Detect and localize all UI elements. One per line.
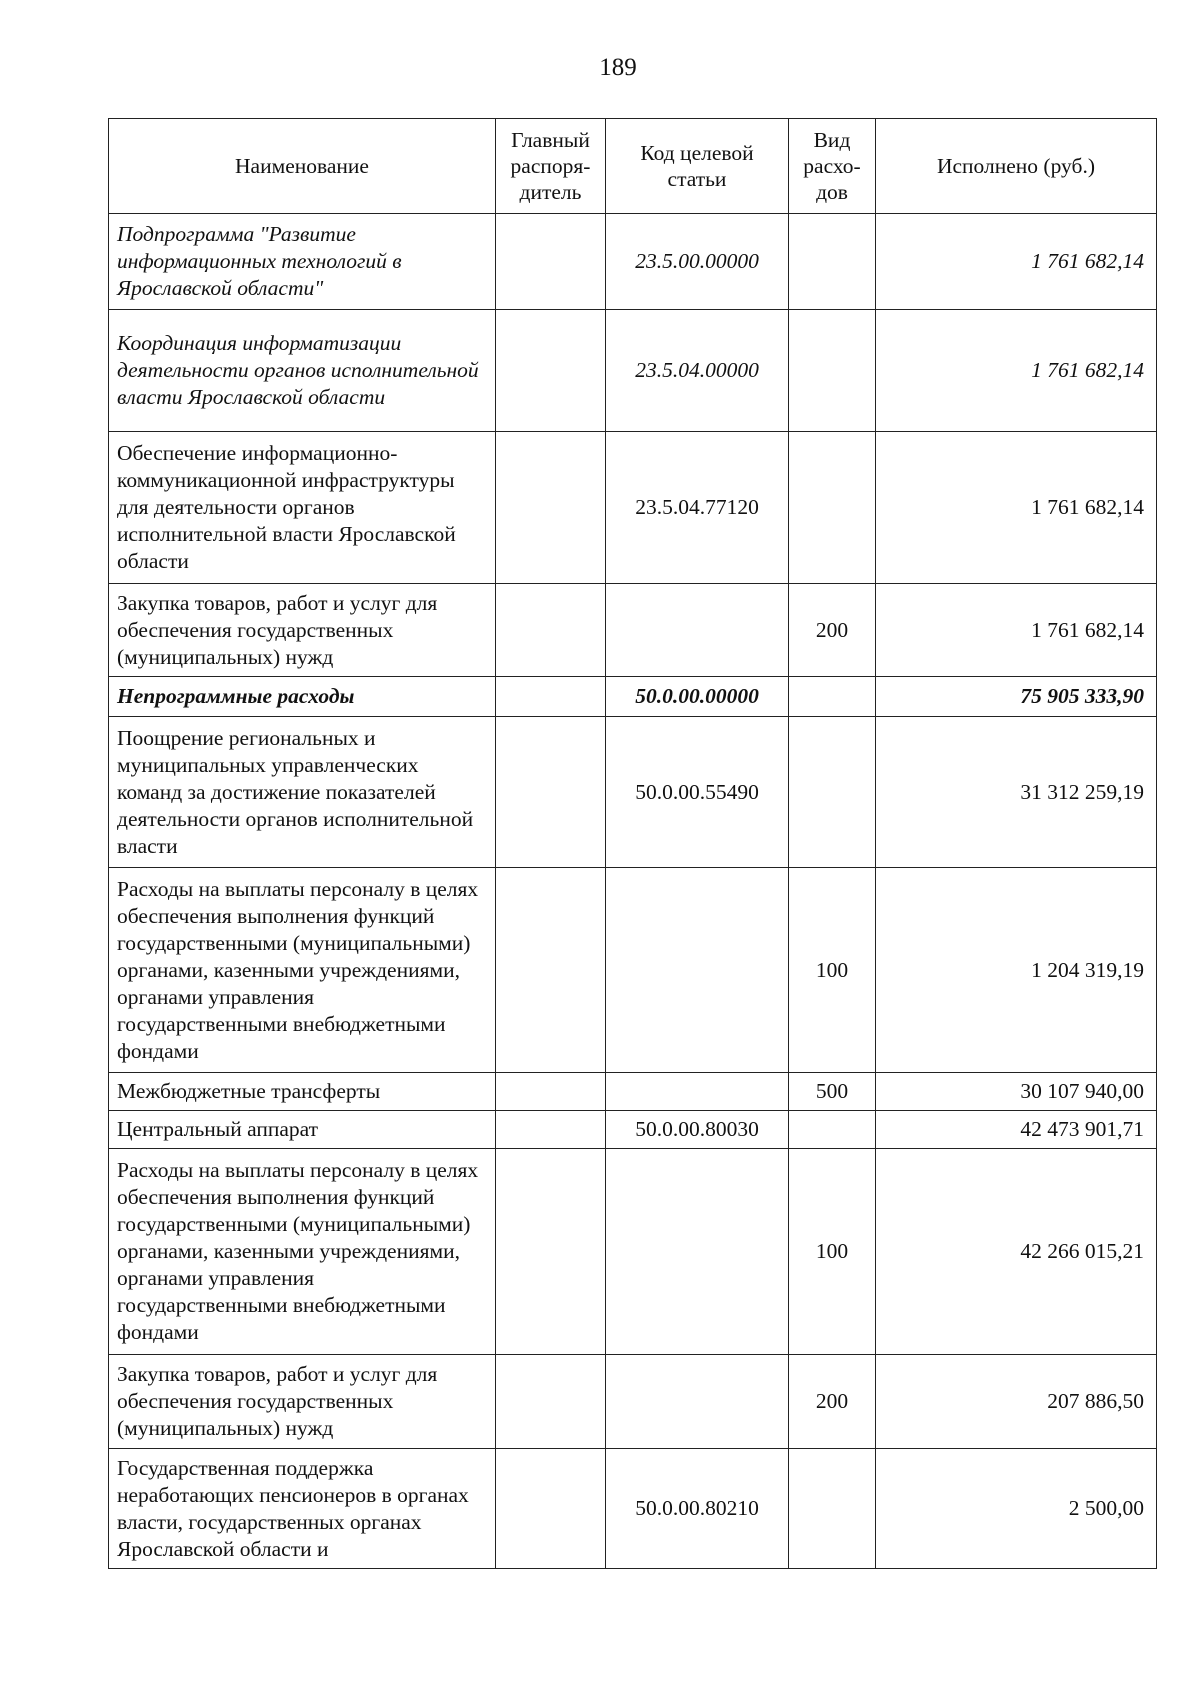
row-kind — [789, 1111, 876, 1149]
row-code: 50.0.00.00000 — [606, 677, 789, 717]
row-name: Поощрение региональных и муниципальных управленческих команд за достижение показателей деятельности органов исполнительной власти — [109, 717, 496, 868]
row-manager — [496, 584, 606, 677]
header-manager: Главный распоря-дитель — [496, 119, 606, 214]
row-manager — [496, 1355, 606, 1449]
row-amount: 1 761 682,14 — [876, 214, 1157, 310]
header-code: Код целевой статьи — [606, 119, 789, 214]
row-kind — [789, 432, 876, 584]
row-code: 50.0.00.55490 — [606, 717, 789, 868]
table-row — [109, 868, 1157, 1073]
table-row — [109, 432, 1157, 584]
row-code — [606, 584, 789, 677]
row-manager — [496, 1149, 606, 1355]
row-amount: 2 500,00 — [876, 1449, 1157, 1569]
row-kind — [789, 310, 876, 432]
row-amount: 1 761 682,14 — [876, 432, 1157, 584]
header-name: Наименование — [109, 119, 496, 214]
row-amount: 31 312 259,19 — [876, 717, 1157, 868]
table-row — [109, 310, 1157, 432]
row-kind — [789, 717, 876, 868]
table-row — [109, 1355, 1157, 1449]
row-kind — [789, 214, 876, 310]
row-code — [606, 868, 789, 1073]
table-row — [109, 1149, 1157, 1355]
row-amount: 207 886,50 — [876, 1355, 1157, 1449]
row-name: Закупка товаров, работ и услуг для обеспечения государственных (муниципальных) нужд — [109, 584, 496, 677]
row-name: Межбюджетные трансферты — [109, 1073, 496, 1111]
row-amount: 1 761 682,14 — [876, 310, 1157, 432]
row-name: Расходы на выплаты персоналу в целях обеспечения выполнения функций государственными (муниципальными) органами, казенными учреждениями, органами управления государственными внебюджетными фондами — [109, 868, 496, 1073]
table-row — [109, 717, 1157, 868]
row-manager — [496, 717, 606, 868]
row-manager — [496, 1073, 606, 1111]
row-name: Координация информатизации деятельности органов исполнительной власти Ярославской области — [109, 310, 496, 432]
expenditure-table — [108, 118, 1157, 1569]
table-row — [109, 1449, 1157, 1569]
row-amount: 1 204 319,19 — [876, 868, 1157, 1073]
row-kind: 100 — [789, 1149, 876, 1355]
row-amount: 30 107 940,00 — [876, 1073, 1157, 1111]
table-row — [109, 214, 1157, 310]
row-name: Государственная поддержка неработающих пенсионеров в органах власти, государственных органах Ярославской области и — [109, 1449, 496, 1569]
page-number: 189 — [599, 54, 637, 81]
row-kind — [789, 677, 876, 717]
row-kind — [789, 1449, 876, 1569]
table-row — [109, 1073, 1157, 1111]
row-code: 23.5.04.77120 — [606, 432, 789, 584]
row-amount: 75 905 333,90 — [876, 677, 1157, 717]
row-name: Обеспечение информационно-коммуникационной инфраструктуры для деятельности органов исполнительной власти Ярославской области — [109, 432, 496, 584]
row-manager — [496, 432, 606, 584]
row-name: Центральный аппарат — [109, 1111, 496, 1149]
header-kind: Вид расхо-дов — [789, 119, 876, 214]
row-code: 23.5.00.00000 — [606, 214, 789, 310]
row-kind: 500 — [789, 1073, 876, 1111]
row-kind: 200 — [789, 584, 876, 677]
row-name: Подпрограмма "Развитие информационных технологий в Ярославской области" — [109, 214, 496, 310]
row-manager — [496, 868, 606, 1073]
row-manager — [496, 1449, 606, 1569]
row-code: 50.0.00.80030 — [606, 1111, 789, 1149]
row-manager — [496, 214, 606, 310]
row-code — [606, 1073, 789, 1111]
table-row — [109, 677, 1157, 717]
table-header-row — [109, 119, 1157, 214]
row-kind: 200 — [789, 1355, 876, 1449]
row-amount: 42 266 015,21 — [876, 1149, 1157, 1355]
table-row — [109, 1111, 1157, 1149]
header-amount: Исполнено (руб.) — [876, 119, 1157, 214]
row-amount: 42 473 901,71 — [876, 1111, 1157, 1149]
table-row — [109, 584, 1157, 677]
row-manager — [496, 1111, 606, 1149]
row-manager — [496, 310, 606, 432]
row-kind: 100 — [789, 868, 876, 1073]
row-code: 23.5.04.00000 — [606, 310, 789, 432]
row-name: Непрограммные расходы — [109, 677, 496, 717]
row-name: Расходы на выплаты персоналу в целях обеспечения выполнения функций государственными (муниципальными) органами, казенными учреждениями, органами управления государственными внебюджетными фондами — [109, 1149, 496, 1355]
row-name: Закупка товаров, работ и услуг для обеспечения государственных (муниципальных) нужд — [109, 1355, 496, 1449]
row-code: 50.0.00.80210 — [606, 1449, 789, 1569]
row-manager — [496, 677, 606, 717]
row-code — [606, 1355, 789, 1449]
row-amount: 1 761 682,14 — [876, 584, 1157, 677]
row-code — [606, 1149, 789, 1355]
